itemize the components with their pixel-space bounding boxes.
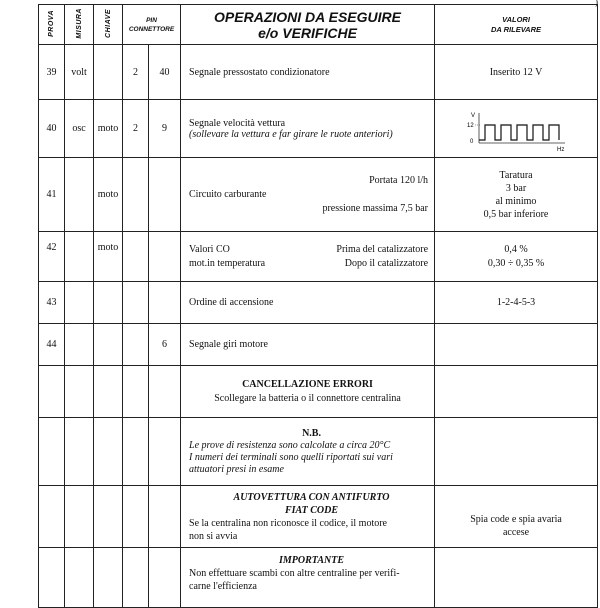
cell-chiave: moto — [94, 100, 123, 158]
cell-pin2: 9 — [149, 100, 181, 158]
fiat-code-subtitle: FIAT CODE — [284, 504, 339, 516]
cell-operation — [181, 100, 435, 158]
operation-line: Segnale velocità vettura — [189, 117, 286, 129]
cell-pin1: 2 — [123, 45, 149, 100]
nb-line: Le prove di resistenza sono calcolate a circa 20°C — [189, 439, 391, 451]
table-row — [39, 158, 598, 232]
cell-pin2: 6 — [149, 324, 181, 366]
header-row — [39, 5, 598, 45]
header-misura: MISURA — [65, 5, 94, 45]
cell-misura: osc — [65, 100, 94, 158]
importante-line: carne l'efficienza — [189, 581, 257, 592]
header-operazioni: OPERAZIONI DA ESEGUIRE e/o VERIFICHE — [181, 5, 435, 45]
square-wave — [479, 125, 559, 140]
cell-pin1 — [123, 158, 149, 232]
wave-label-v: V — [471, 112, 476, 119]
cell-operation: Ordine di accensione — [181, 282, 435, 324]
cell-value — [435, 100, 598, 158]
test-table — [38, 4, 598, 608]
cell-chiave — [94, 324, 123, 366]
cell-chiave — [94, 45, 123, 100]
table-row — [39, 366, 598, 418]
cell-cancellazione — [181, 366, 435, 418]
table-row — [39, 548, 598, 608]
cell-operation: Segnale giri motore — [181, 324, 435, 366]
cell-prova: 44 — [39, 324, 65, 366]
wave-label-12: 12 — [467, 122, 474, 129]
header-chiave: CHIAVE — [94, 5, 123, 45]
cell-value — [435, 324, 598, 366]
table-row — [39, 100, 598, 158]
cell-pin1 — [123, 232, 149, 282]
fiat-code-title: AUTOVETTURA CON ANTIFURTO — [233, 491, 390, 503]
fiat-code-line: non si avvia — [189, 530, 238, 542]
cell-value: 0,4 % 0,30 ÷ 0,35 % — [435, 232, 598, 282]
fiat-code-line: Se la centralina non riconosce il codice, il motore — [189, 517, 387, 529]
cancellazione-title: CANCELLAZIONE ERRORI — [242, 378, 373, 390]
cell-importante — [181, 548, 435, 608]
table-row — [39, 418, 598, 486]
header-valori: VALORI DA RILEVARE — [435, 5, 598, 45]
table-row — [39, 324, 598, 366]
square-wave-diagram — [461, 107, 571, 151]
cell-pin2 — [149, 158, 181, 232]
operation-line: Circuito carburante — [189, 188, 267, 200]
cell-prova: 43 — [39, 282, 65, 324]
cell-chiave: moto — [94, 232, 123, 282]
nb-title: N.B. — [302, 427, 321, 439]
cell-prova: 41 — [39, 158, 65, 232]
table-row — [39, 486, 598, 548]
cell-misura — [65, 282, 94, 324]
header-prova: PROVA — [39, 5, 65, 45]
cell-value: Spia code e spia avaria accese — [435, 486, 598, 548]
cell-nb — [181, 418, 435, 486]
cell-chiave: moto — [94, 158, 123, 232]
cell-pin2: 40 — [149, 45, 181, 100]
cell-value: 1-2-4-5-3 — [435, 282, 598, 324]
importante-title: IMPORTANTE — [279, 555, 345, 566]
importante-line: Non effettuare scambi con altre centraline per verifi- — [189, 568, 400, 579]
table-row — [39, 282, 598, 324]
wave-label-0: 0 — [470, 138, 474, 145]
cell-operation: Segnale pressostato condizionatore — [181, 45, 435, 100]
cell-prova: 40 — [39, 100, 65, 158]
cell-misura: volt — [65, 45, 94, 100]
cancellazione-text: Scollegare la batteria o il connettore centralina — [214, 392, 401, 404]
cell-misura — [65, 324, 94, 366]
operation-note: (sollevare la vettura e far girare le ruote anteriori) — [189, 128, 393, 140]
cell-pin1: 2 — [123, 100, 149, 158]
cell-pin2 — [149, 282, 181, 324]
cell-pin1 — [123, 324, 149, 366]
wave-label-hz: Hz — [557, 146, 565, 151]
cell-pin1 — [123, 282, 149, 324]
cell-chiave — [94, 282, 123, 324]
cell-pin2 — [149, 232, 181, 282]
cell-fiat-code — [181, 486, 435, 548]
cell-value: Taratura 3 bar al minimo 0,5 bar inferiore — [435, 158, 598, 232]
corner-mark: ) — [595, 0, 598, 7]
cell-value: Inserito 12 V — [435, 45, 598, 100]
cell-misura — [65, 158, 94, 232]
operation-portata: Portata 120 l/h — [369, 174, 429, 186]
cell-operation: Valori CO Prima del catalizzatore mot.in temperatura Dopo il catalizzatore — [181, 232, 435, 282]
header-pin: PIN CONNETTORE — [123, 5, 181, 45]
nb-line: attuatori presi in esame — [189, 463, 284, 475]
table-row — [39, 45, 598, 100]
nb-line: I numeri dei terminali sono quelli riportati sui vari — [189, 451, 393, 463]
cell-operation — [181, 158, 435, 232]
cell-prova: 42 — [39, 232, 65, 282]
cell-misura — [65, 232, 94, 282]
operation-pressione: pressione massima 7,5 bar — [322, 202, 429, 214]
cell-prova: 39 — [39, 45, 65, 100]
table-row — [39, 232, 598, 282]
